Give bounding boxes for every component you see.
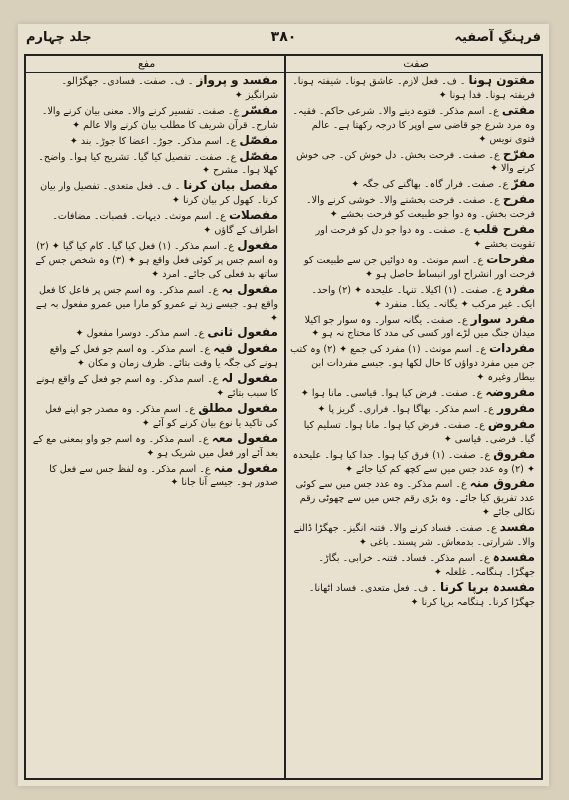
dictionary-entry (290, 581, 535, 610)
entry-headword: مفرد سوار (470, 311, 535, 326)
entry-definition: ع۔ اسم مذکر۔ وہ لفظ جس سے فعل کا صدور ہو۔ جیسے آنا جانا ✦ (49, 463, 278, 489)
dictionary-entry (290, 193, 535, 222)
book-title: فرہنگِ آصفیہ (454, 30, 541, 45)
entry-definition: ع۔ صفت۔ تفسیر کرنے والا۔ معنی بیان کرنے والا۔ شارح۔ قرآن شریف کا مطلب بیان کرنے والا عالم ✦ (41, 105, 278, 131)
entry-headword: مفرّ (511, 176, 535, 191)
entry-definition: ۔ ف۔ فعل لازم۔ عاشق ہونا۔ شیفتہ ہونا۔ فریفتہ ہونا۔ فدا ہونا ✦ (292, 76, 535, 101)
entry-headword: مفعول مطلق (198, 400, 278, 415)
entry-definition: ع۔ اسم مونث۔ (۱) مفرد کی جمع ✦ (۲) وہ کتب جن میں مفرد دواؤں کا حال لکھا ہو۔ جیسے مفردات ابن بیطار وغیرہ ✦ (290, 344, 535, 384)
dictionary-entry (290, 418, 535, 447)
entry-headword: مفصل بیان کرنا (183, 178, 278, 193)
entry-headword: مفصّل (239, 132, 278, 147)
dictionary-entry (32, 179, 278, 208)
dictionary-entry (32, 462, 278, 491)
entry-definition: ع۔ صفت۔ فرض کیا ہوا۔ مانا ہوا۔ تسلیم کیا گیا۔ فرضی۔ قیاسی ✦ (303, 419, 535, 445)
dictionary-entry (290, 313, 535, 342)
entry-headword: مفعول منہ (213, 460, 278, 475)
entry-definition: ع۔ صفت۔ یگانہ سوار۔ وہ سوار جو اکیلا میدان جنگ میں لڑے اور کسی کی مدد کا محتاج نہ ہو ✦ (304, 314, 535, 340)
entry-definition: ع۔ اسم مونث۔ دیہات۔ قصبات۔ مضافات۔ اطراف کے گاؤں ✦ (52, 211, 278, 237)
dictionary-entry (32, 326, 278, 341)
entry-headword: مفسدہ برپا کرنا (439, 579, 535, 594)
entry-definition: ع۔ صفت۔ تفصیل کیا گیا۔ تشریح کیا ہوا۔ واضح۔ کھلا ہوا۔ مشرح ✦ (38, 151, 278, 177)
column-divider (284, 72, 286, 778)
entry-definition: ع۔ اسم مذکر۔ وہ مصدر جو اپنے فعل کی تاکید یا نوع بیان کرنے کو آئے ✦ (45, 403, 278, 429)
dictionary-entry (32, 432, 278, 461)
left-column (32, 74, 278, 774)
column-header-row (26, 56, 541, 73)
entry-headword: مفصلات (228, 208, 278, 223)
dictionary-entry (290, 551, 535, 580)
entry-headword: مفتون ہونا (468, 74, 535, 87)
entry-definition: ع۔ صفت۔ فرار گاہ۔ بھاگنے کی جگہ ✦ (351, 179, 509, 191)
entry-headword: مفعول بہ (221, 281, 278, 296)
entry-definition: ۔ ف۔ فعل متعدی۔ فساد اٹھانا۔ جھگڑا کرنا۔ ہنگامہ برپا کرنا ✦ (308, 582, 535, 608)
dictionary-entry (290, 477, 535, 520)
entry-headword: مفرّح (502, 146, 535, 161)
dictionary-entry (32, 239, 278, 282)
dictionary-entry (290, 342, 535, 385)
entry-definition: ع۔ صفت۔ فرحت بخش۔ دل خوش کن۔ جی خوش کرنے والا ✦ (296, 149, 535, 175)
dictionary-entry (290, 283, 535, 312)
entry-definition: ع۔ اسم مذکر۔ دوسرا مفعول ✦ (75, 328, 205, 340)
entry-definition: ع۔ اسم مذکر۔ (۱) فعل کیا گیا۔ کام کیا گیا ✦ (۲) وہ اسم جس پر کوئی فعل واقع ہو ✦ (۳) وہ شخص جس کے ساتھ بد فعلی کی جائے۔ امرد ✦ (35, 240, 278, 280)
volume-label: جلد چہارم (26, 30, 92, 45)
entry-definition: ع۔ اسم مذکر۔ جوڑ۔ اعضا کا جوڑ۔ بند ✦ (69, 135, 237, 147)
left-column-label: مفع (138, 57, 156, 70)
entry-headword: مفرحات (486, 251, 535, 266)
entry-definition: ع۔ اسم مذکر۔ فساد۔ فتنہ۔ خرابی۔ بگاڑ۔ جھگڑا۔ ہنگامہ۔ غلغلہ ✦ (318, 553, 535, 578)
entry-headword: مفروض (487, 416, 535, 431)
dictionary-entry (32, 104, 278, 133)
dictionary-entry (290, 521, 535, 550)
entry-headword: مفردات (489, 341, 535, 356)
entry-headword: مفعول (237, 237, 278, 252)
page-number: ۳۸۰ (270, 29, 297, 45)
page-header (18, 28, 549, 50)
entry-headword: مفصّل (239, 148, 278, 163)
dictionary-entry (32, 74, 278, 103)
entry-headword: مفرور (497, 400, 535, 415)
entry-definition: ع۔ اسم مذکر۔ وہ اسم جس پر فاعل کا فعل واقع ہو۔ جیسے زید نے عمرو کو مارا میں عمرو مفعول بہ ہے ✦ (35, 284, 278, 324)
entry-definition: ع۔ اسم مذکر۔ وہ اسم جو فعل کے واقع ہونے کی جگہ یا وقت بتائے۔ ظرف زمان و مکان ✦ (49, 344, 278, 370)
entry-definition: ع۔ اسم مذکر۔ وہ اسم جو واو بمعنی مع کے بعد آئے اور فعل میں شریک ہو ✦ (32, 433, 278, 459)
entry-headword: مفعول فیہ (213, 341, 278, 356)
dictionary-entry (32, 134, 278, 149)
entry-headword: مفسد (499, 520, 535, 535)
dictionary-entry (290, 402, 535, 417)
entry-headword: مفتی (501, 102, 535, 117)
entry-headword: مفسّر (242, 102, 278, 117)
dictionary-entry (32, 402, 278, 431)
right-column-label: صفت (403, 57, 429, 70)
entry-definition: ع۔ اسم مذکر۔ فتوے دینے والا۔ شرعی حاکم۔ فقیہ۔ وہ مرد شرع جو قاضی سے اوپر کا درجہ رکھتا ہے۔ عالم فتوی نویس ✦ (292, 105, 535, 145)
dictionary-entry (32, 283, 278, 326)
entry-definition: ۔ ف۔ صفت۔ فسادی۔ جھگڑالو۔ شرانگیز ✦ (61, 76, 278, 101)
dictionary-entry (290, 74, 535, 103)
entry-definition: ع۔ اسم مذکر۔ وہ اسم جو فعل کے واقع ہونے کا سبب بتائے ✦ (36, 374, 278, 400)
entry-definition: ع۔ صفت۔ (۱) فرق کیا ہوا۔ جدا کیا ہوا۔ علیحدہ ✦ (۲) وہ عدد جس میں سے کچھ کم کیا جائے ✦ (292, 449, 535, 475)
entry-definition: ع۔ اسم مذکر۔ بھاگا ہوا۔ فراری۔ گریز پا ✦ (317, 403, 495, 415)
entry-definition: ع۔ صفت۔ وہ دوا جو دل کو فرحت اور تقویت بخشے ✦ (315, 225, 535, 250)
entry-definition: ع۔ اسم مذکر۔ وہ عدد جس میں سے کوئی عدد تفریق کیا جائے۔ وہ بڑی رقم جس میں سے چھوٹی رقم نکالی جائے ✦ (295, 479, 535, 519)
entry-headword: مفروضہ (485, 385, 535, 400)
entry-headword: مفروق (493, 446, 535, 461)
right-column (290, 74, 535, 774)
entry-definition: ۔ ف۔ فعل متعدی۔ تفصیل وار بیان کرنا۔ کھول کر بیان کرنا ✦ (40, 181, 278, 207)
entry-headword: مفرد (505, 281, 535, 296)
dictionary-entry (290, 448, 535, 477)
entry-headword: مفسد و پرواز (196, 74, 278, 87)
dictionary-page (18, 24, 549, 786)
dictionary-entry (290, 253, 535, 282)
dictionary-entry (32, 372, 278, 401)
entry-headword: مفعول معہ (211, 430, 278, 445)
dictionary-entry (290, 223, 535, 252)
dictionary-entry (290, 177, 535, 192)
dictionary-entry (290, 386, 535, 401)
dictionary-entry (32, 150, 278, 179)
entry-headword: مفروق منہ (469, 476, 535, 491)
entry-definition: ع۔ صفت۔ (۱) اکیلا۔ تنہا۔ علیحدہ ✦ (۲) واحد۔ ایک۔ غیر مرکب ✦ یگانہ۔ یکتا۔ منفرد ✦ (311, 284, 535, 310)
dictionary-entry (32, 209, 278, 238)
entry-headword: مفرح (502, 192, 535, 207)
entry-headword: مفسدہ (492, 550, 535, 564)
entry-headword: مفعول ثانی (207, 325, 278, 340)
entry-definition: ع۔ صفت۔ فرحت بخشنے والا۔ خوشی کرنے والا۔ فرحت بخش۔ وہ دوا جو طبیعت کو فرحت بخشے ✦ (305, 195, 535, 221)
entry-headword: مفرح قلب (473, 222, 535, 237)
entry-definition: ع۔ صفت۔ فساد کرنے والا۔ فتنہ انگیز۔ جھگڑا ڈالنے والا۔ شرارتی۔ بدمعاش۔ شر پسند۔ باغی ✦ (293, 523, 535, 549)
entry-headword: مفعول لہ (221, 371, 278, 386)
header-divider (284, 56, 286, 72)
entry-definition: ع۔ صفت۔ فرض کیا ہوا۔ قیاسی۔ مانا ہوا ✦ (300, 388, 483, 400)
dictionary-entry (290, 148, 535, 177)
dictionary-entry (32, 342, 278, 371)
dictionary-entry (290, 104, 535, 147)
entry-definition: ع۔ اسم مونث۔ وہ دوائیں جن سے طبیعت کو فرحت اور انشراح اور انبساط حاصل ہو ✦ (303, 254, 535, 280)
page-frame (24, 54, 543, 780)
